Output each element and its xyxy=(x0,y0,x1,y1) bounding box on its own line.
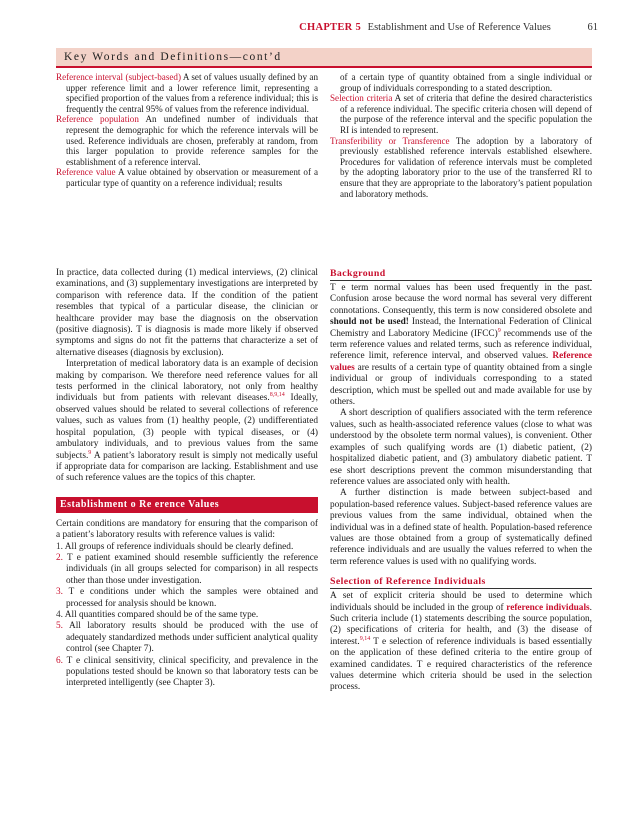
text-run: Instead, the International Federation of Clinical Chemistry and Laboratory Medicine (IFCC) xyxy=(330,317,593,339)
chapter-label: CHAPTER 5 xyxy=(299,22,362,33)
definition-text: An undefined number of individuals that represent the demographic for which the reference intervals will be used. Reference individuals are chosen, preferably at random, from this larger population to provide reference samples for the establishment of a reference interval. xyxy=(66,114,318,167)
text-run: T e selection of reference individuals is based essentially on the application of these defined criteria to the entire group of examined candidates. T e required characteristics of the reference values determine which criteria should be used in the selection process. xyxy=(330,636,592,693)
key-words-right-column xyxy=(330,72,592,199)
item-number: 6. xyxy=(56,655,63,666)
item-number: 3. xyxy=(56,587,63,598)
right-column xyxy=(330,268,592,694)
definition-entry xyxy=(330,93,592,135)
text-run: Interpretation of medical laboratory data is an example of decision making by comparison. We therefore need reference values for all tests performed in the clinical laboratory, not only from healthy individuals but from patients with relevant diseases. xyxy=(56,359,318,404)
definition-text: of a certain type of quantity obtained from a single individual or group of individuals corresponding to a stated description. xyxy=(340,72,592,93)
definition-text: The adoption by a laboratory of previously established reference intervals established elsewhere. Procedures for validation of reference intervals must be completed by the adopting laboratory prior to the use of the transferred RI to ensure that they are appropriate to the laboratory’s patient population and laboratory methods. xyxy=(340,135,592,199)
text-run: . Such criteria include (1) statements describing the source population, (2) specifications of criteria for health, and (3) the disease of interest. xyxy=(330,602,592,647)
definition-term: Transferibility or Transference xyxy=(330,135,450,146)
page-header xyxy=(56,22,598,36)
definition-text: A value obtained by observation or measurement of a particular type of quantity on a reference individual; results xyxy=(66,167,318,188)
left-column xyxy=(56,268,318,690)
item-text: T e conditions under which the samples were obtained and processed for analysis should be known. xyxy=(66,587,319,609)
item-text: T e clinical sensitivity, clinical specificity, and prevalence in the populations tested should be known so that laboratory tests can be interpreted intelligently (see Chapter 3). xyxy=(66,655,318,689)
key-words-rule xyxy=(56,66,592,68)
definition-term: Reference interval (subject-based) xyxy=(56,72,181,82)
citation[interactable]: 9 xyxy=(88,449,92,456)
definition-term: Reference population xyxy=(56,114,139,125)
definition-entry xyxy=(56,167,318,188)
section-rule xyxy=(56,512,318,513)
key-words-left-column xyxy=(56,72,318,199)
text-run: Ideally, observed values should be related to several collections of reference values, such as values from (1) healthy people, (2) undifferentiated hospital population, (3) people with typical diseases, or (4) ambulatory individuals, and to previous values from the same subjects. xyxy=(56,393,318,461)
definition-term: Selection criteria xyxy=(330,93,393,104)
item-number: 2. xyxy=(56,552,63,563)
definition-continuation xyxy=(330,72,592,93)
definition-term: Reference value xyxy=(56,167,116,178)
text-run: A set of explicit criteria should be used to determine which individuals should be included in the group of xyxy=(330,591,592,613)
emphasis: should not be used! xyxy=(330,317,409,328)
item-text: All laboratory results should be produced with the use of adequately standardized methods under sufficient analytical quality control (see Chapter 7). xyxy=(66,621,319,655)
list-item xyxy=(56,587,318,610)
definition-entry xyxy=(56,114,318,167)
intro-paragraph xyxy=(56,359,318,484)
list-item xyxy=(56,621,318,655)
key-words-box xyxy=(56,48,592,236)
citation[interactable]: 9,14 xyxy=(359,635,371,642)
chapter-title: Establishment and Use of Reference Values xyxy=(367,22,551,33)
list-item xyxy=(56,656,318,690)
key-term: reference individuals xyxy=(506,602,590,613)
text-run: A patient’s laboratory result is simply not medically useful if appropriate data for comparison are lacking. Establishment and use of such reference values are the topics of this chapter. xyxy=(56,450,318,484)
background-paragraph: A further distinction is made between subject-based and population-based reference values. Subject-based reference values are previous values from the same individual, obtained when the individual was in a defined state of health. Population-based reference values are those obtained from a group of systematically defined reference individuals and are usually the values referred to when the term reference values is used with no qualifying words. xyxy=(330,488,592,567)
item-text: T e patient examined should resemble sufficiently the reference individuals (in all groups selected for comparison) in all respects other than those under investigation. xyxy=(66,552,318,586)
definition-entry xyxy=(56,72,318,114)
section-intro: Certain conditions are mandatory for ensuring that the comparison of a patient’s laboratory results with reference values is valid: xyxy=(56,518,318,541)
intro-paragraph: In practice, data collected during (1) medical interviews, (2) clinical examinations, and (3) supplementary investigations are interpreted by comparison with reference data. If the condition of the patient resembles that typical of a particular disease, the clinician or healthcare provider may base the diagnosis on the observation (positive diagnosis). T is diagnosis is made more likely if observed symptoms and signs do not fit the patterns that characterize a set of alternative diseases (diagnosis by exclusion). xyxy=(56,268,318,358)
key-words-columns xyxy=(56,72,592,199)
item-text: All groups of reference individuals should be clearly defined. xyxy=(64,541,294,552)
key-term: Reference values xyxy=(330,351,592,373)
selection-heading: Selection of Reference Individuals xyxy=(330,576,592,589)
list-item xyxy=(56,610,318,621)
citation[interactable]: 8,9,14 xyxy=(269,392,285,399)
background-heading: Background xyxy=(330,268,592,281)
page-number: 61 xyxy=(587,22,598,33)
definition-entry xyxy=(330,136,592,200)
item-number: 1. xyxy=(56,541,63,552)
background-paragraph xyxy=(330,283,592,408)
item-text: All quantities compared should be of the same type. xyxy=(64,609,259,620)
definition-text: A set of criteria that define the desired characteristics of a reference individual. The specific criteria chosen will depend of the purpose of the reference interval and the specific population the RI is intended to represent. xyxy=(340,93,592,135)
item-number: 5. xyxy=(56,621,63,632)
list-item xyxy=(56,553,318,587)
background-paragraph: A short description of qualifiers associated with the term reference values, such as health-associated reference values (close to what was understood by the obsolete term normal values), is convenient. Other examples of such qualifying words are (1) diabetic patient, (2) hospitalized diabetic patient, and (3) ambulatory diabetic patient. T ese short descriptions prevent the common misunderstanding that reference values are associated only with health. xyxy=(330,408,592,487)
conditions-list xyxy=(56,542,318,690)
text-run: recommends use of the term reference values and related terms, such as reference individual, reference limit, reference interval, and observed values. xyxy=(330,328,592,362)
key-words-title: Key Words and Definitions—cont’d xyxy=(56,48,592,66)
selection-paragraph xyxy=(330,591,592,694)
citation[interactable]: 9 xyxy=(497,327,501,334)
text-run: T e term normal values has been used frequently in the past. Confusion arose because the word normal has several very different connotations. Consequently, this term is now considered obsolete and xyxy=(330,283,592,316)
section-heading: Establishment o Re erence Values xyxy=(56,497,318,512)
item-number: 4. xyxy=(56,609,63,620)
list-item xyxy=(56,542,318,553)
definition-text: A set of values usually defined by an upper reference limit and a lower reference limit, representing a specified proportion of the values from a reference individual; this is frequently the central 95% of values from the reference individual. xyxy=(66,72,318,114)
text-run: are results of a certain type of quantity obtained from a single individual or group of individuals corresponding to a stated description, which must be spelled out and made available for use by others. xyxy=(330,362,592,408)
